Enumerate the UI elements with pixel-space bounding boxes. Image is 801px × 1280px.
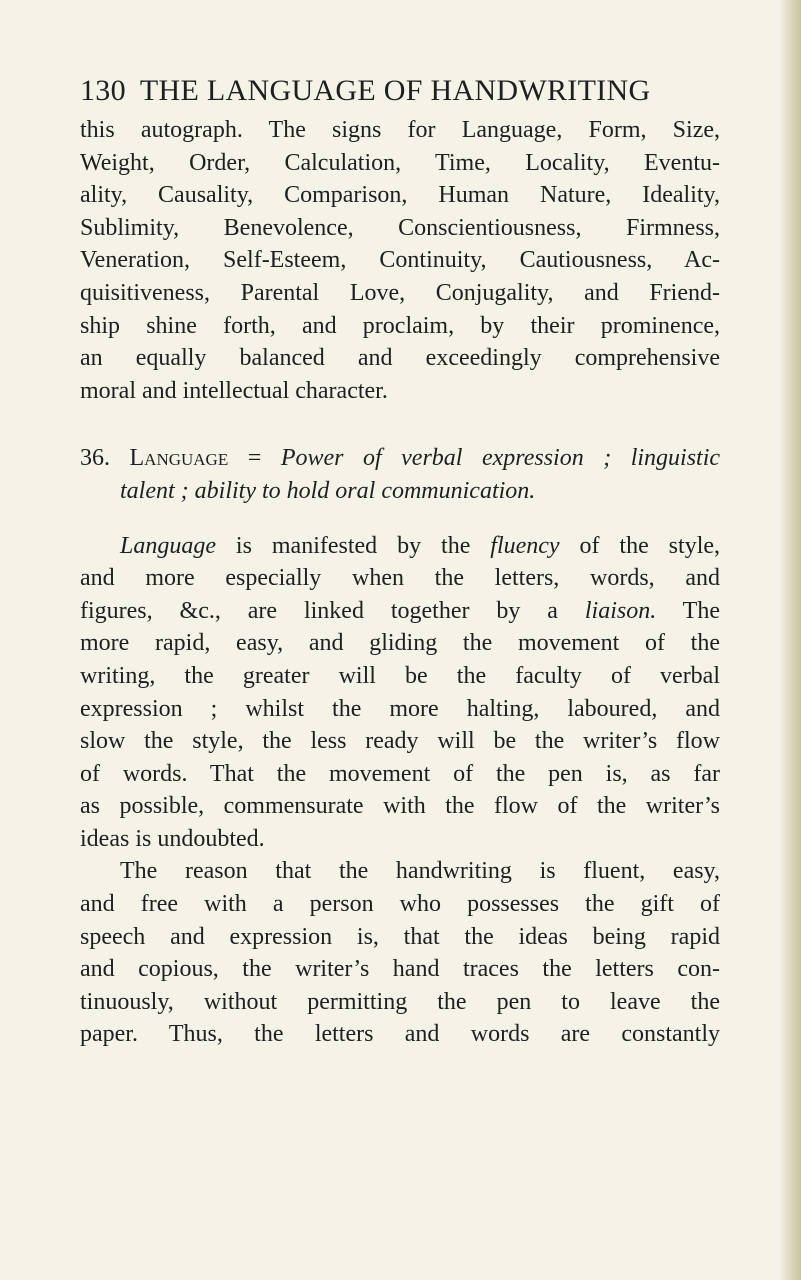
text-line: Weight, Order, Calculation, Time, Locality, Eventu- [80, 149, 720, 176]
section-heading-line-1 [80, 442, 720, 475]
term-language: Language [120, 532, 216, 559]
text-span: figures, &c., are linked together by a [80, 597, 585, 624]
text-line: and more especially when the letters, words, and [80, 565, 720, 592]
text-line: slow the style, the less ready will be the writer’s flow [80, 728, 720, 755]
text-line: of words. That the movement of the pen is, as far [80, 760, 720, 787]
section-definition-line-2: talent ; ability to hold oral communication. [120, 477, 536, 504]
term-fluency: fluency [490, 532, 560, 559]
text-line: expression ; whilst the more halting, laboured, and [80, 695, 720, 722]
text-line [80, 530, 720, 563]
term-liaison: liaison. [584, 597, 657, 624]
text-line: quisitiveness, Parental Love, Conjugality, and Friend- [80, 279, 720, 306]
paragraph-2 [80, 530, 720, 856]
text-line: moral and intellectual character. [80, 377, 388, 404]
text-line: Sublimity, Benevolence, Conscientiousness, Firmness, [80, 214, 720, 241]
text-span: is manifested by the [216, 532, 491, 559]
text-line: and free with a person who possesses the gift of [80, 891, 720, 918]
text-line: speech and expression is, that the ideas being rapid [80, 923, 720, 950]
text-line: an equally balanced and exceedingly comprehensive [80, 345, 720, 372]
text-line: this autograph. The signs for Language, Form, Size, [80, 117, 720, 143]
running-title: THE LANGUAGE OF HANDWRITING [139, 74, 651, 107]
running-header [80, 74, 720, 108]
section-number: 36. [80, 445, 110, 472]
page-body [80, 114, 720, 1051]
section-heading [80, 442, 720, 507]
section-term: Language [129, 445, 229, 472]
text-line: writing, the greater will be the faculty of verbal [80, 662, 720, 689]
section-heading-line-2 [80, 475, 720, 508]
text-line: as possible, commensurate with the flow of the writer’s [80, 793, 720, 820]
text-line: ship shine forth, and proclaim, by their prominence, [80, 312, 720, 339]
text-line: paper. Thus, the letters and words are constantly [80, 1021, 720, 1048]
paragraph-3 [80, 855, 720, 1051]
text-span: The [656, 597, 720, 624]
text-line: Veneration, Self-Esteem, Continuity, Cautiousness, Ac- [80, 247, 720, 274]
page-number: 130 [80, 74, 126, 107]
text-line: more rapid, easy, and gliding the movement of the [80, 630, 720, 657]
text-line: tinuously, without permitting the pen to leave the [80, 988, 720, 1015]
page-edge-shadow [779, 0, 801, 1280]
text-line: The reason that the handwriting is fluent, easy, [120, 858, 720, 885]
text-line [80, 595, 720, 628]
text-line: and copious, the writer’s hand traces the letters con- [80, 956, 720, 983]
text-line: ality, Causality, Comparison, Human Nature, Ideality, [80, 182, 720, 209]
section-equals: = [247, 445, 262, 472]
text-span: of the style, [559, 532, 721, 559]
section-definition-line-1: Power of verbal expression ; linguistic [280, 445, 721, 472]
text-line: ideas is undoubted. [80, 825, 265, 852]
paragraph-1 [80, 114, 720, 407]
